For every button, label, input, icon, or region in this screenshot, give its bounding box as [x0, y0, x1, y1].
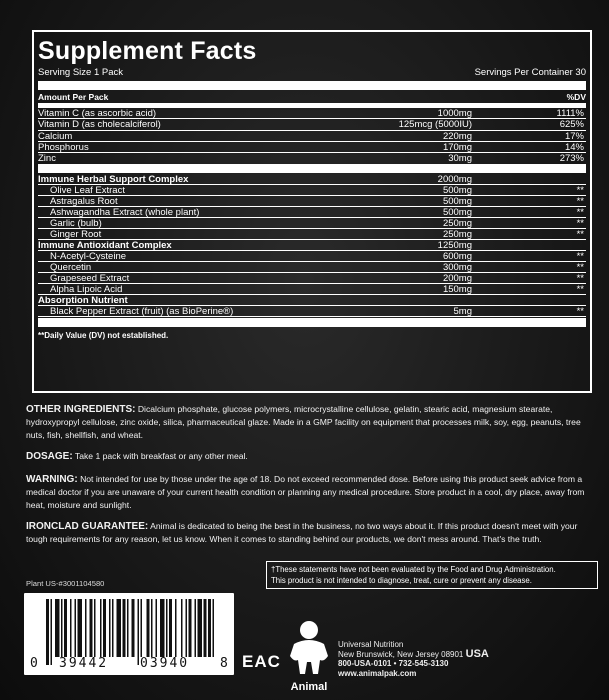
barcode-bar: [100, 599, 102, 657]
nutrient-amount: 1000mg: [437, 108, 472, 119]
nutrient-name: N-Acetyl-Cysteine: [50, 251, 127, 263]
barcode-bar: [112, 599, 114, 657]
nutrient-dv: **: [576, 185, 584, 197]
guarantee-label: IRONCLAD GUARANTEE:: [26, 521, 149, 532]
nutrient-name: Ashwagandha Extract (whole plant): [50, 207, 200, 219]
thick-divider: [38, 164, 586, 173]
nutrient-row: [38, 196, 586, 207]
barcode-bar: [166, 599, 168, 657]
nutrient-row: [38, 262, 586, 273]
manufacturer-address: [338, 640, 489, 678]
barcode-bar: [78, 599, 83, 657]
animal-logo-icon: [280, 616, 338, 696]
vitamins-list: [38, 108, 586, 164]
barcode-bar: [127, 599, 129, 657]
barcode-bar: [175, 599, 177, 657]
barcode-bar: [51, 599, 53, 665]
barcode-right-digits: 03940: [140, 656, 190, 671]
barcode-bar: [64, 599, 67, 657]
barcode-bar: [195, 599, 197, 657]
nutrient-row: [38, 142, 586, 153]
barcode-left-digits: 39442: [59, 656, 109, 671]
nutrient-name: Vitamin D (as cholecalciferol): [38, 119, 161, 131]
serving-info: [38, 66, 586, 80]
facts-title: Supplement Facts: [38, 37, 257, 65]
barcode-bar: [147, 599, 150, 657]
nutrient-amount: 300mg: [442, 262, 472, 274]
nutrient-name: Alpha Lipoic Acid: [50, 284, 123, 296]
company-name: Universal Nutrition: [338, 640, 404, 649]
nutrient-dv: **: [576, 284, 584, 296]
nutrient-row: [38, 295, 586, 306]
nutrient-amount: 200mg: [442, 273, 472, 285]
nutrient-row: [38, 119, 586, 130]
logo-text: Animal: [290, 681, 328, 693]
nutrient-name: Immune Antioxidant Complex: [38, 240, 172, 252]
servings-per-container: Servings Per Container 30: [474, 67, 586, 78]
barcode-bar: [117, 599, 122, 657]
nutrient-name: Grapeseed Extract: [50, 273, 130, 285]
amount-header: Amount Per Pack: [38, 92, 109, 102]
barcode-bar: [186, 599, 188, 657]
nutrient-dv: 14%: [564, 141, 584, 153]
barcode-bar: [70, 599, 72, 657]
nutrient-dv: **: [576, 262, 584, 274]
dosage: [26, 450, 598, 463]
nutrient-row: [38, 229, 586, 240]
dv-header: %DV: [566, 92, 586, 102]
country: USA: [465, 647, 489, 660]
website: www.animalpak.com: [338, 668, 417, 678]
barcode-bar: [156, 599, 158, 657]
amount-header-row: [38, 91, 586, 103]
nutrient-dv: **: [576, 251, 584, 263]
barcode-bars: [24, 593, 234, 675]
nutrient-dv: 625%: [559, 119, 584, 131]
nutrient-row: [38, 306, 586, 317]
phone-numbers: 800-USA-0101 • 732-545-3130: [338, 659, 449, 669]
warning-text: Not intended for use by those under the age of 18. Do not exceed recommended dose. Before using this product seek advice from a medical doctor if you are unaware of your current health condition or planning any medical procedure. Store product in a cool, dry place, away from heat, moisture and sunlight.: [26, 474, 585, 510]
fda-disclaimer: [266, 561, 598, 589]
blends-list: [38, 174, 586, 317]
dv-footnote: **Daily Value (DV) not established.: [38, 331, 169, 341]
barcode-bar: [181, 599, 183, 657]
nutrient-amount: 150mg: [442, 284, 472, 296]
nutrient-name: Immune Herbal Support Complex: [38, 174, 189, 186]
barcode-bar: [160, 599, 165, 657]
nutrient-row: [38, 207, 586, 218]
nutrient-amount: 2000mg: [437, 174, 472, 186]
nutrient-dv: **: [576, 218, 584, 230]
eac-mark: EAC: [242, 652, 281, 671]
serving-size: Serving Size 1 Pack: [38, 67, 124, 78]
barcode-bar: [123, 599, 126, 657]
barcode-bar: [55, 599, 60, 657]
barcode-bar: [103, 599, 106, 657]
nutrient-dv: [478, 240, 586, 251]
barcode: [24, 593, 234, 675]
nutrient-name: Calcium: [38, 130, 73, 142]
nutrient-row: [38, 240, 586, 251]
thick-divider: [38, 318, 586, 327]
nutrient-name: Garlic (bulb): [50, 218, 102, 230]
nutrient-amount: 500mg: [442, 185, 472, 197]
barcode-bar: [208, 599, 211, 657]
barcode-bar: [90, 599, 93, 657]
nutrient-dv: **: [576, 196, 584, 208]
nutrient-dv: 1111%: [556, 108, 584, 119]
nutrient-name: Vitamin C (as ascorbic acid): [38, 108, 157, 119]
barcode-bar: [151, 599, 153, 657]
nutrient-dv: 17%: [564, 130, 584, 142]
barcode-bar: [169, 599, 172, 657]
barcode-bar: [132, 599, 135, 657]
nutrient-amount: 600mg: [442, 251, 472, 263]
barcode-bar: [213, 599, 215, 657]
barcode-check-digit: 8: [220, 656, 228, 671]
nutrient-amount: 5mg: [453, 306, 472, 318]
nutrient-row: [38, 218, 586, 229]
street: New Brunswick, New Jersey 08901: [338, 649, 464, 659]
warning: [26, 473, 598, 511]
nutrient-name: Olive Leaf Extract: [50, 185, 125, 197]
barcode-lead-digit: 0: [30, 656, 38, 671]
nutrient-amount: 125mcg (5000IU): [398, 119, 472, 131]
barcode-bar: [198, 599, 203, 657]
disclaimer-line-1: †These statements have not been evaluated by the Food and Drug Administration.: [271, 565, 556, 574]
nutrient-row: [38, 153, 586, 164]
nutrient-amount: 30mg: [448, 153, 472, 165]
nutrient-name: Zinc: [38, 153, 56, 165]
barcode-bar: [94, 599, 96, 657]
nutrient-row: [38, 185, 586, 196]
nutrient-amount: 250mg: [442, 229, 472, 241]
nutrient-row: [38, 131, 586, 142]
nutrient-amount: 220mg: [442, 130, 472, 142]
nutrient-name: Absorption Nutrient: [38, 295, 128, 307]
nutrient-amount: 250mg: [442, 218, 472, 230]
barcode-bar: [109, 599, 111, 657]
barcode-bar: [46, 599, 49, 665]
nutrient-dv: **: [576, 229, 584, 241]
barcode-bar: [85, 599, 87, 657]
nutrient-row: [38, 108, 586, 119]
nutrient-amount: 170mg: [442, 141, 472, 153]
nutrient-dv: 273%: [559, 153, 584, 165]
nutrient-name: Phosphorus: [38, 141, 89, 153]
barcode-bar: [61, 599, 63, 657]
dosage-text: Take 1 pack with breakfast or any other meal.: [74, 451, 248, 461]
nutrient-name: Ginger Root: [50, 229, 102, 241]
barcode-bar: [189, 599, 192, 657]
nutrient-dv: **: [576, 207, 584, 219]
disclaimer-line-2: This product is not intended to diagnose, treat, cure or prevent any disease.: [271, 576, 532, 585]
guarantee: [26, 520, 598, 546]
plant-code: Plant US-#3001104580: [26, 579, 105, 588]
nutrient-dv: **: [576, 273, 584, 285]
barcode-bar: [141, 599, 143, 657]
nutrient-row: [38, 273, 586, 284]
barcode-bar: [75, 599, 77, 657]
nutrient-row: [38, 174, 586, 185]
warning-label: WARNING:: [26, 474, 78, 485]
other-ingredients-text: Dicalcium phosphate, glucose polymers, microcrystalline cellulose, gelatin, stearic acid, magnesium stearate, hydroxypropyl cellulose, zinc oxide, silica, pharmaceutical glaze. Made in a GMP facility on equipment that processes milk, soy, egg, peanuts, tree nuts, fish, shellfish, and wheat.: [26, 404, 581, 440]
barcode-bar: [138, 599, 140, 665]
other-ingredients: [26, 403, 598, 441]
nutrient-amount: 500mg: [442, 196, 472, 208]
other-ingredients-label: OTHER INGREDIENTS:: [26, 404, 136, 415]
guarantee-text: Animal is dedicated to being the best in the business, no two ways about it. If this product doesn't meet with your tough requirements for any reason, let us know. When it comes to standing behind our products, we don't mess around. That's the truth.: [26, 521, 578, 545]
nutrient-name: Quercetin: [50, 262, 92, 274]
barcode-bar: [204, 599, 207, 657]
dosage-label: DOSAGE:: [26, 451, 73, 462]
nutrient-dv: [478, 174, 586, 185]
supplement-facts-box: [32, 30, 592, 393]
nutrient-amount: [378, 295, 478, 306]
nutrient-dv: **: [576, 306, 584, 318]
nutrient-row: [38, 251, 586, 262]
nutrient-row: [38, 284, 586, 295]
nutrient-name: Astragalus Root: [50, 196, 118, 208]
nutrient-amount: 500mg: [442, 207, 472, 219]
nutrient-name: Black Pepper Extract (fruit) (as BioPerine®): [50, 306, 234, 318]
thick-divider: [38, 81, 586, 90]
nutrient-amount: 1250mg: [437, 240, 472, 252]
nutrient-dv: [478, 295, 586, 306]
